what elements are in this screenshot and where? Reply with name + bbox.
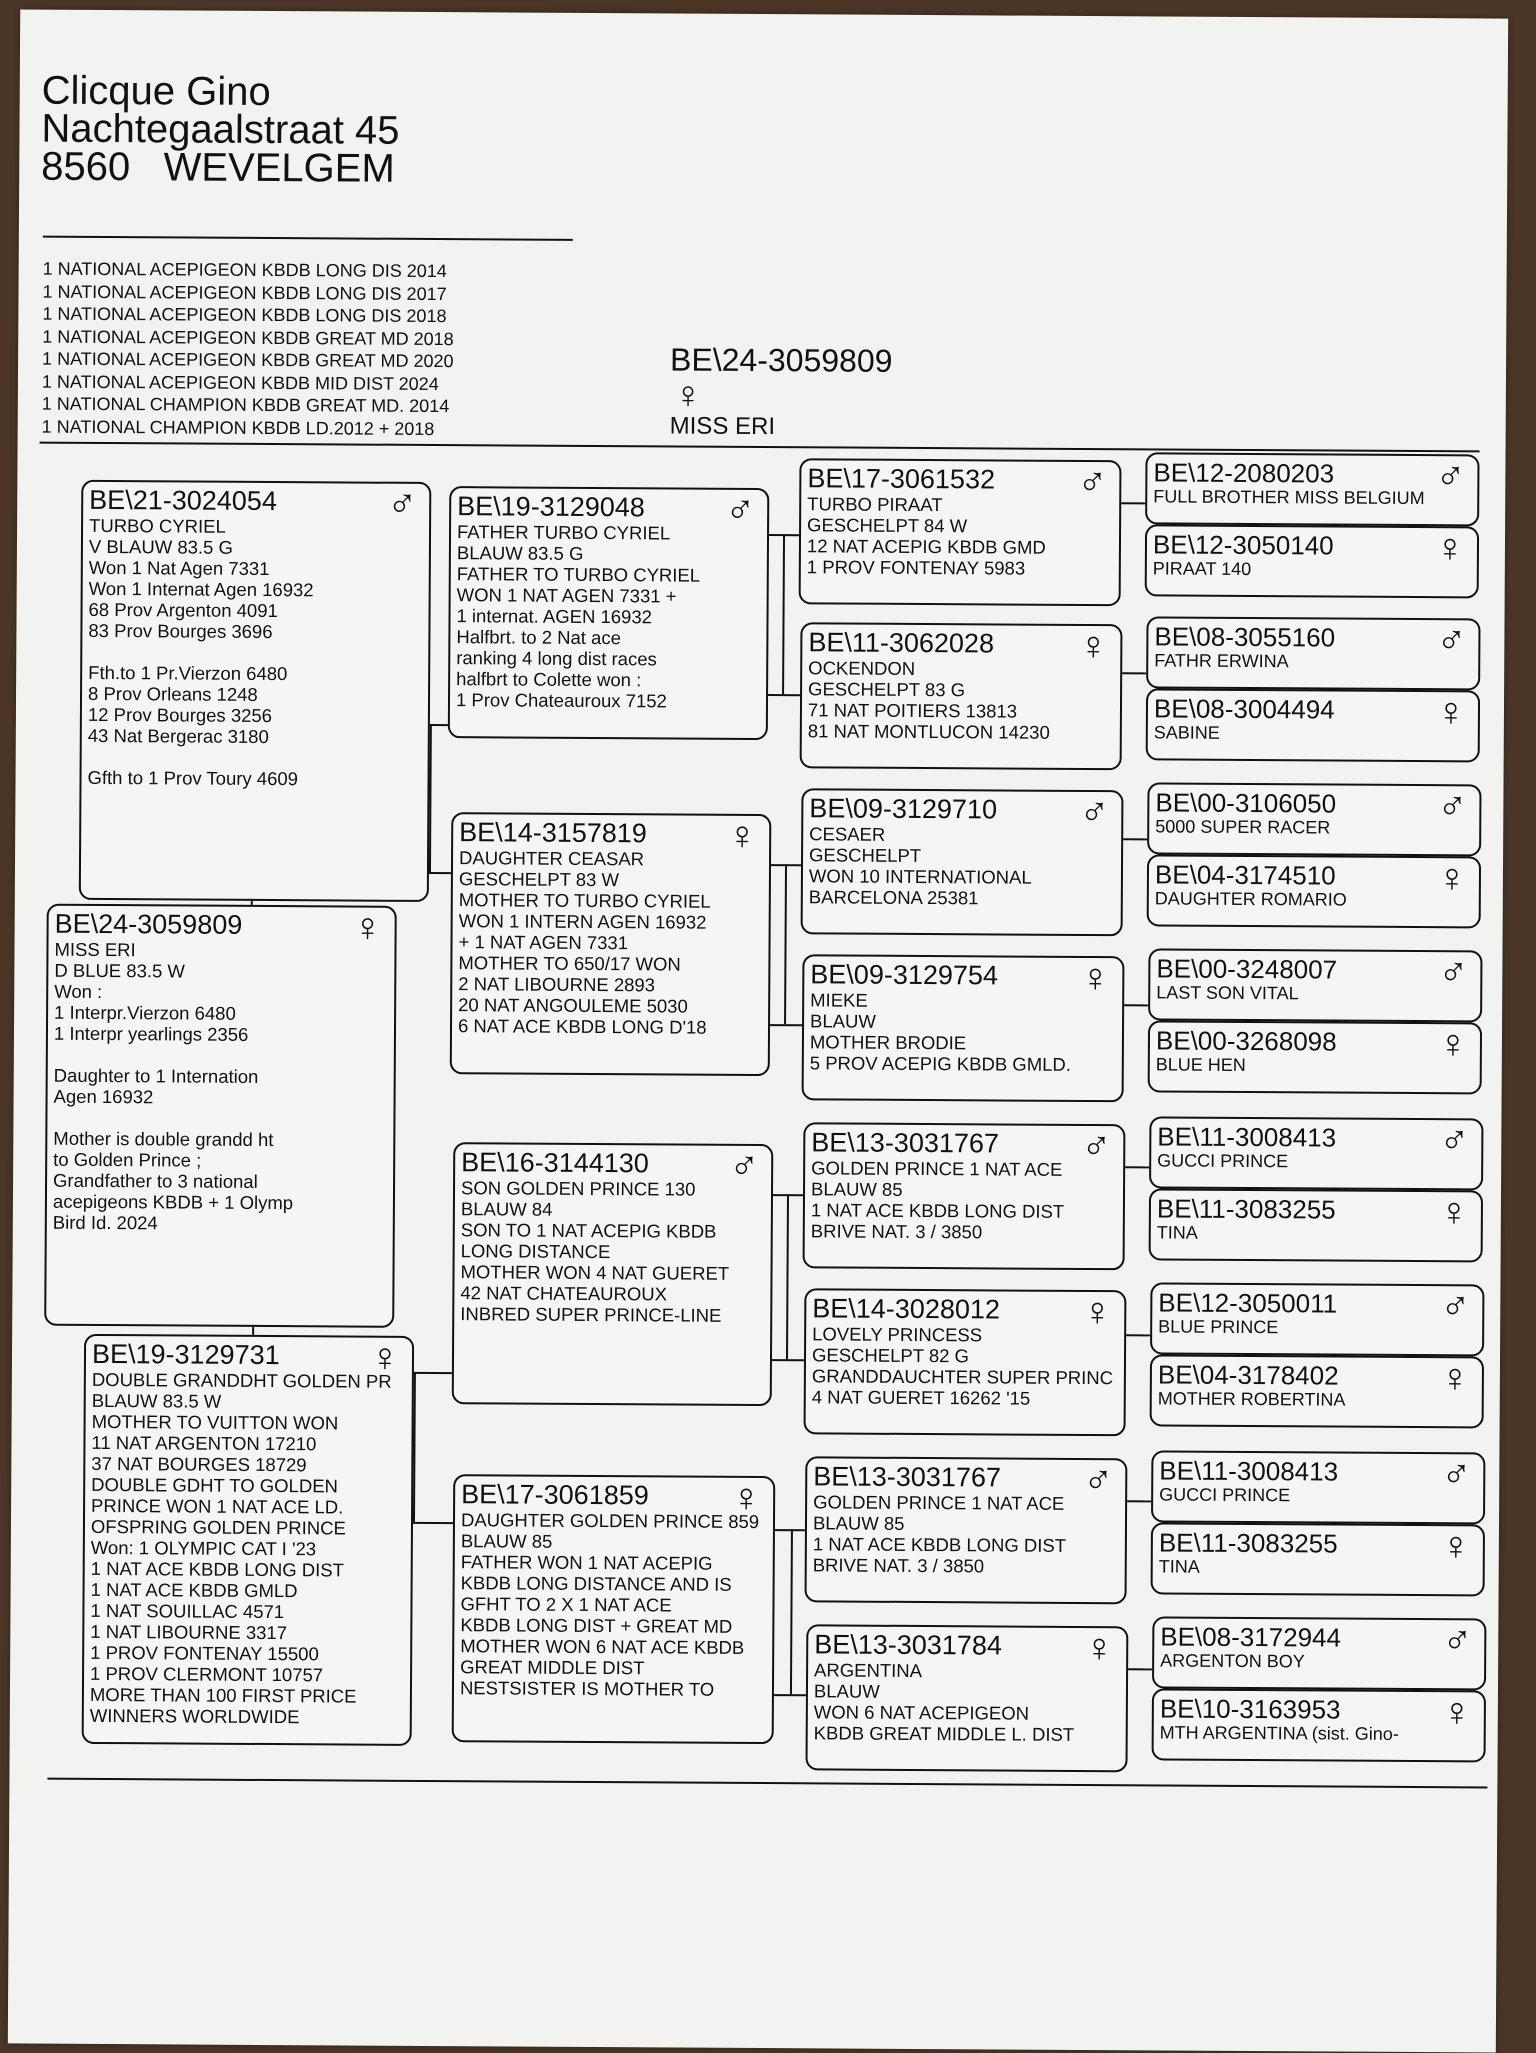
pedigree-note-line: + 1 NAT AGEN 7331	[458, 931, 629, 954]
connector-line	[1123, 838, 1147, 840]
female-icon: ♀	[369, 1335, 401, 1380]
connector-line	[1126, 1334, 1150, 1336]
subject-heading	[670, 341, 893, 441]
ring-number: BE\19-3129731	[91, 1338, 280, 1371]
pedigree-note-line: Grandfather to 3 national	[53, 1169, 258, 1192]
pedigree-note-line: to Golden Prince ;	[53, 1148, 202, 1171]
pedigree-note-line: BLAUW 84	[460, 1198, 553, 1220]
pedigree-note-line: 83 Prov Bourges 3696	[88, 619, 273, 643]
pedigree-note-line: 71 NAT POITIERS 13813	[807, 699, 1018, 722]
pedigree-note-line: FATHER TO TURBO CYRIEL	[456, 563, 701, 586]
pedigree-note-line: PIRAAT 140	[1152, 558, 1252, 580]
pedigree-note-line: 1 Interpr.Vierzon 6480	[54, 1001, 236, 1024]
pedigree-note-line: halfbrt to Colette won :	[456, 668, 642, 691]
pigeon-card-a9	[1149, 1116, 1483, 1190]
pigeon-card-dd	[452, 1474, 776, 1744]
pigeon-card-subject_box	[44, 904, 397, 1328]
pedigree-note-line: WON 1 INTERN AGEN 16932	[458, 910, 707, 933]
female-icon: ♀	[727, 813, 758, 858]
pedigree-note-line: GFHT TO 2 X 1 NAT ACE	[460, 1593, 672, 1616]
pedigree-note-line: Halfbrt. to 2 Nat ace	[456, 626, 621, 649]
ring-number: BE\24-3059809	[54, 908, 243, 940]
pedigree-note-line: Mother is double grandd ht	[53, 1127, 274, 1151]
achievement-line: 1 NATIONAL CHAMPION KBDB LD.2012 + 2018	[41, 416, 435, 439]
pedigree-note-line: 4 NAT GUERET 16262 '15	[811, 1386, 1031, 1409]
pedigree-note-line: TURBO PIRAAT	[807, 493, 943, 516]
pedigree-note-line: 12 Prov Bourges 3256	[87, 703, 273, 727]
pedigree-note-line: GOLDEN PRINCE 1 NAT ACE	[813, 1491, 1065, 1514]
pedigree-note-line: GREAT MIDDLE DIST	[460, 1656, 645, 1679]
pedigree-note-line: INBRED SUPER PRINCE-LINE	[460, 1303, 722, 1326]
ring-number: BE\11-3062028	[808, 627, 995, 659]
ring-number: BE\14-3028012	[812, 1293, 1001, 1325]
pigeon-card-a3	[1146, 616, 1480, 690]
header-divider	[43, 236, 573, 241]
pedigree-note-line: 1 NAT ACE KBDB LONG DIST	[90, 1557, 345, 1581]
section-divider	[40, 442, 1480, 453]
connector-line	[251, 901, 253, 905]
ring-number: BE\09-3129754	[810, 959, 999, 991]
pedigree-note-line: 1 Interpr yearlings 2356	[53, 1022, 249, 1045]
pedigree-note-line: 68 Prov Argenton 4091	[88, 598, 278, 622]
pedigree-note-line: ARGENTON BOY	[1160, 1650, 1305, 1672]
female-icon: ♀	[673, 374, 703, 417]
male-icon: ♂	[1439, 1118, 1470, 1163]
ring-number: BE\13-3031767	[811, 1127, 1000, 1159]
ring-number: BE\04-3174510	[1154, 859, 1336, 891]
pedigree-note-line: 1 NAT SOUILLAC 4571	[90, 1599, 285, 1623]
subject-ring-number: BE\24-3059809	[669, 341, 893, 379]
pedigree-note-line: GUCCI PRINCE	[1159, 1484, 1291, 1506]
ring-number: BE\11-3008413	[1157, 1121, 1337, 1153]
pedigree-note-line: BLAUW 85	[460, 1530, 553, 1552]
pedigree-note-line: 1 PROV FONTENAY 15500	[90, 1641, 319, 1665]
pigeon-card-ssd	[800, 622, 1123, 770]
pedigree-note-line: Daughter to 1 Internation	[53, 1064, 259, 1087]
pigeon-card-dss	[803, 1122, 1126, 1270]
pedigree-note-line: DOUBLE GDHT TO GOLDEN	[91, 1473, 339, 1497]
ring-number: BE\11-3008413	[1159, 1455, 1339, 1487]
pedigree-note-line: BLAUW 85	[812, 1512, 905, 1534]
pedigree-note-line: ranking 4 long dist races	[456, 647, 657, 670]
connector-line	[770, 1024, 802, 1026]
connector-line	[413, 1372, 416, 1522]
pigeon-card-ddd	[805, 1624, 1128, 1772]
pigeon-card-sd	[450, 812, 772, 1076]
male-icon: ♂	[1081, 1123, 1112, 1169]
female-icon: ♀	[1078, 623, 1109, 669]
ring-number: BE\00-3248007	[1156, 953, 1338, 985]
ring-number: BE\17-3061859	[461, 1479, 649, 1511]
pedigree-note-line: Won 1 Nat Agen 7331	[88, 556, 270, 580]
male-icon: ♂	[1440, 1284, 1471, 1329]
pedigree-note-line: SON TO 1 NAT ACEPIG KBDB	[460, 1219, 717, 1242]
pedigree-note-line: GESCHELPT 84 W	[807, 514, 968, 537]
pigeon-card-a8	[1148, 1020, 1482, 1094]
connector-line	[784, 864, 787, 1024]
pedigree-note-line: MOTHER TO 650/17 WON	[458, 952, 681, 975]
pedigree-note-line: MOTHER WON 6 NAT ACE KBDB	[460, 1635, 745, 1658]
pedigree-note-line: WON 1 NAT AGEN 7331 +	[456, 584, 677, 607]
achievements-list	[42, 258, 455, 441]
pedigree-note-line: TINA	[1156, 1222, 1198, 1243]
connector-line	[768, 694, 800, 696]
pedigree-note-line: SON GOLDEN PRINCE 130	[460, 1177, 696, 1200]
pedigree-note-line: 1 NAT ACE KBDB LONG DIST	[810, 1199, 1065, 1222]
pigeon-card-dam	[82, 1334, 414, 1746]
pigeon-card-a10	[1149, 1188, 1483, 1262]
pedigree-note-line: 42 NAT CHATEAUROUX	[460, 1282, 668, 1305]
pedigree-note-line: BLAUW 83.5 W	[91, 1389, 222, 1412]
male-icon: ♂	[387, 481, 418, 526]
ring-number: BE\17-3061532	[807, 463, 996, 495]
pedigree-sheet	[8, 9, 1508, 2052]
ring-number: BE\16-3144130	[461, 1147, 649, 1179]
pigeon-card-ds	[452, 1142, 774, 1406]
pedigree-note-line: KBDB LONG DIST + GREAT MD	[460, 1614, 733, 1637]
pedigree-note-line: GESCHELPT 83 W	[458, 868, 620, 891]
pigeon-card-sdd	[802, 954, 1125, 1102]
ring-number: BE\10-3163953	[1159, 1693, 1341, 1725]
male-icon: ♂	[1077, 459, 1108, 505]
male-icon: ♂	[1079, 789, 1110, 835]
connector-line	[790, 1529, 793, 1694]
pedigree-note-line: ARGENTINA	[814, 1659, 923, 1682]
pedigree-note-line: V BLAUW 83.5 G	[88, 535, 233, 558]
pedigree-note-line: NESTSISTER IS MOTHER TO	[459, 1677, 715, 1700]
pedigree-note-line: 43 Nat Bergerac 3180	[87, 724, 269, 748]
pedigree-note-line: FATHR ERWINA	[1154, 650, 1289, 672]
connector-line	[1128, 1668, 1152, 1670]
male-icon: ♂	[1442, 1618, 1473, 1663]
pedigree-note-line: BLUE HEN	[1155, 1054, 1246, 1075]
pedigree-note-line: 1 NAT ACE KBDB LONG DIST	[812, 1533, 1067, 1556]
owner-address	[41, 68, 400, 191]
connector-line	[1124, 1004, 1148, 1006]
pedigree-note-line	[88, 746, 422, 769]
pigeon-card-a11	[1150, 1282, 1484, 1356]
pedigree-note-line: Won 1 Internat Agen 16932	[88, 577, 314, 601]
pedigree-note-line: D BLUE 83.5 W	[54, 959, 185, 982]
ring-number: BE\08-3004494	[1153, 693, 1335, 725]
pedigree-note-line: 1 Prov Chateauroux 7152	[455, 689, 667, 712]
pedigree-note-line	[53, 1107, 387, 1130]
achievement-line: 1 NATIONAL ACEPIGEON KBDB MID DIST 2024	[41, 371, 439, 394]
pedigree-note-line: BLAUW 83.5 G	[456, 542, 584, 564]
owner-street: Nachtegaalstraat 45	[41, 106, 400, 153]
connector-line	[786, 1194, 789, 1359]
pedigree-note-line: BRIVE NAT. 3 / 3850	[812, 1554, 985, 1577]
pigeon-card-ss	[448, 486, 770, 740]
pedigree-note-line: LONG DISTANCE	[460, 1240, 611, 1263]
pedigree-note-line: MISS ERI	[54, 938, 136, 961]
connector-line	[782, 534, 785, 694]
pigeon-card-a6	[1147, 854, 1481, 928]
connector-line	[1121, 502, 1145, 504]
pedigree-note-line: 6 NAT ACE KBDB LONG D'18	[457, 1015, 707, 1038]
achievement-line: 1 NATIONAL ACEPIGEON KBDB GREAT MD 2020	[42, 348, 454, 372]
pedigree-note-line: 1 PROV FONTENAY 5983	[806, 556, 1026, 579]
pedigree-note-line: 1 internat. AGEN 16932	[456, 605, 652, 628]
female-icon: ♀	[1437, 1022, 1469, 1067]
pedigree-note-line: GESCHELPT 82 G	[811, 1344, 970, 1367]
pedigree-note-line: LOVELY PRINCESS	[812, 1323, 983, 1346]
pedigree-note-line: Bird Id. 2024	[52, 1211, 158, 1234]
male-icon: ♂	[1435, 454, 1466, 499]
pedigree-note-line: BARCELONA 25381	[808, 886, 979, 909]
pedigree-note-line: 11 NAT ARGENTON 17210	[91, 1431, 317, 1455]
male-icon: ♂	[725, 487, 756, 532]
pedigree-note-line: DAUGHTER ROMARIO	[1154, 888, 1347, 910]
male-icon: ♂	[1441, 1452, 1472, 1497]
pigeon-card-dds	[805, 1456, 1128, 1604]
pedigree-note-line: DAUGHTER CEASAR	[458, 847, 645, 870]
pedigree-note-line: OFSPRING GOLDEN PRINCE	[90, 1515, 346, 1539]
connector-line	[775, 1529, 805, 1531]
pedigree-note-line: MTH ARGENTINA (sist. Gino-	[1159, 1722, 1399, 1744]
ring-number: BE\08-3172944	[1160, 1621, 1342, 1653]
pedigree-note-line: FATHER TURBO CYRIEL	[456, 521, 671, 544]
pigeon-card-sire	[79, 480, 432, 902]
pedigree-note-line: OCKENDON	[808, 657, 916, 679]
pedigree-note-line: CESAER	[809, 823, 886, 845]
pedigree-note-line: 5 PROV ACEPIG KBDB GMLD.	[809, 1052, 1072, 1075]
pedigree-note-line: GESCHELPT 83 G	[808, 678, 966, 701]
connector-line	[1125, 1166, 1149, 1168]
female-icon: ♀	[352, 905, 383, 950]
pedigree-note-line: PRINCE WON 1 NAT ACE LD.	[91, 1494, 344, 1518]
achievement-line: 1 NATIONAL ACEPIGEON KBDB GREAT MD 2018	[42, 326, 454, 349]
achievement-line: 1 NATIONAL ACEPIGEON KBDB LONG DIS 2014	[42, 258, 447, 282]
achievement-line: 1 NATIONAL ACEPIGEON KBDB LONG DIS 2018	[42, 303, 447, 327]
pedigree-note-line: GESCHELPT	[809, 844, 922, 866]
pedigree-note-line: KBDB LONG DISTANCE AND IS	[460, 1572, 732, 1595]
pedigree-note-line: MOTHER BRODIE	[809, 1031, 967, 1054]
pedigree-note-line: 1 PROV CLERMONT 10757	[89, 1662, 324, 1686]
pigeon-card-a13	[1151, 1450, 1485, 1524]
ring-number: BE\12-3050140	[1152, 529, 1334, 561]
pedigree-note-line: FATHER WON 1 NAT ACEPIG	[460, 1551, 713, 1574]
connector-line	[774, 1694, 806, 1696]
pedigree-note-line: BLAUW 85	[810, 1178, 903, 1200]
pigeon-card-a4	[1146, 688, 1480, 762]
ring-number: BE\14-3157819	[459, 817, 647, 849]
pedigree-note-line: DAUGHTER GOLDEN PRINCE 859	[460, 1509, 760, 1533]
connector-line	[430, 724, 448, 726]
female-icon: ♀	[1438, 1190, 1470, 1235]
pigeon-card-a1	[1145, 452, 1479, 526]
ring-number: BE\12-3050011	[1158, 1287, 1338, 1319]
female-icon: ♀	[1080, 955, 1111, 1001]
female-icon: ♀	[1082, 1289, 1113, 1335]
ring-number: BE\04-3178402	[1157, 1359, 1339, 1391]
achievement-line: 1 NATIONAL CHAMPION KBDB GREAT MD. 2014	[41, 393, 450, 417]
connector-line	[252, 1327, 254, 1335]
pedigree-note-line: MORE THAN 100 FIRST PRICE	[89, 1683, 357, 1707]
pigeon-card-a2	[1145, 524, 1479, 598]
ring-number: BE\11-3083255	[1156, 1193, 1336, 1225]
female-icon: ♀	[1434, 526, 1466, 571]
pedigree-note-line: acepigeons KBDB + 1 Olymp	[52, 1190, 294, 1214]
pedigree-note-line: KBDB GREAT MIDDLE L. DIST	[813, 1722, 1075, 1745]
ring-number: BE\19-3129048	[457, 491, 645, 523]
connector-line	[413, 1522, 453, 1524]
male-icon: ♂	[1438, 950, 1469, 995]
pigeon-card-dsd	[804, 1288, 1127, 1436]
pigeon-card-a14	[1151, 1522, 1485, 1596]
pigeon-card-sss	[799, 458, 1122, 606]
ring-number: BE\11-3083255	[1158, 1527, 1338, 1559]
pigeon-card-a12	[1150, 1354, 1484, 1428]
pedigree-note-line: 8 Prov Orleans 1248	[87, 682, 258, 705]
male-icon: ♂	[1083, 1457, 1114, 1503]
female-icon: ♀	[1084, 1626, 1115, 1671]
ring-number: BE\12-2080203	[1153, 457, 1335, 489]
connector-line	[429, 872, 451, 874]
pedigree-note-line: 12 NAT ACEPIG KBDB GMD	[806, 535, 1046, 558]
female-icon: ♀	[1435, 690, 1467, 735]
pedigree-note-line: WON 6 NAT ACEPIGEON	[813, 1701, 1030, 1724]
female-icon: ♀	[731, 1475, 762, 1521]
connector-line	[1122, 672, 1146, 674]
male-icon: ♂	[1436, 618, 1467, 663]
pedigree-note-line: LAST SON VITAL	[1156, 982, 1299, 1004]
ring-number: BE\09-3129710	[809, 793, 998, 825]
pedigree-note-line: Fth.to 1 Pr.Vierzon 6480	[88, 661, 288, 685]
owner-city: 8560 WEVELGEM	[41, 144, 395, 191]
pedigree-note-line: MOTHER ROBERTINA	[1157, 1388, 1346, 1410]
ring-number: BE\00-3106050	[1155, 787, 1337, 819]
ring-number: BE\00-3268098	[1155, 1025, 1337, 1057]
pedigree-note-line: 20 NAT ANGOULEME 5030	[458, 994, 688, 1017]
pedigree-note-line: GUCCI PRINCE	[1157, 1150, 1289, 1172]
pedigree-note-line: TURBO CYRIEL	[89, 514, 226, 537]
female-icon: ♀	[1441, 1690, 1472, 1735]
pedigree-note-line: BLAUW	[809, 1010, 876, 1032]
pedigree-note-line: 1 NAT LIBOURNE 3317	[90, 1620, 288, 1644]
pedigree-note-line: BLUE PRINCE	[1158, 1316, 1279, 1338]
pedigree-note-line: Won: 1 OLYMPIC CAT I '23	[90, 1536, 317, 1560]
pedigree-note-line: 5000 SUPER RACER	[1155, 816, 1331, 838]
pigeon-card-a7	[1148, 948, 1482, 1022]
male-icon: ♂	[1437, 784, 1468, 829]
pedigree-note-line: TINA	[1158, 1556, 1200, 1577]
pedigree-note-line: GOLDEN PRINCE 1 NAT ACE	[811, 1157, 1063, 1180]
subject-name: MISS ERI	[669, 412, 776, 441]
connector-line	[772, 1359, 804, 1361]
pedigree-note-line: MIEKE	[810, 989, 868, 1011]
pedigree-note-line: MOTHER TO VUITTON WON	[91, 1410, 339, 1434]
pedigree-note-line: GRANDDAUCHTER SUPER PRINC	[811, 1365, 1114, 1389]
pedigree-note-line: Won :	[54, 980, 103, 1002]
pedigree-note-line: 81 NAT MONTLUCON 14230	[807, 720, 1050, 743]
female-icon: ♀	[1436, 856, 1468, 901]
ring-number: BE\08-3055160	[1154, 621, 1336, 653]
pedigree-note-line: BLAUW	[813, 1680, 880, 1702]
pedigree-note-line: SABINE	[1153, 722, 1220, 743]
pedigree-note-line: MOTHER WON 4 NAT GUERET	[460, 1261, 730, 1284]
ring-number: BE\13-3031767	[813, 1461, 1002, 1493]
ring-number: BE\13-3031784	[814, 1629, 1002, 1661]
pedigree-note-line: 37 NAT BOURGES 18729	[91, 1452, 307, 1476]
pedigree-note-line: WINNERS WORLDWIDE	[89, 1704, 300, 1728]
pedigree-note-line	[54, 1044, 388, 1067]
connector-line	[429, 724, 432, 872]
pedigree-note-line: BRIVE NAT. 3 / 3850	[810, 1220, 983, 1243]
pigeon-card-a15	[1152, 1616, 1486, 1690]
owner-name: Clicque Gino	[41, 68, 271, 115]
female-icon: ♀	[1440, 1524, 1471, 1569]
male-icon: ♂	[729, 1143, 760, 1189]
pedigree-note-line: Gfth to 1 Prov Toury 4609	[87, 766, 299, 790]
achievement-line: 1 NATIONAL ACEPIGEON KBDB LONG DIS 2017	[42, 281, 447, 304]
pigeon-card-a16	[1152, 1688, 1486, 1762]
pedigree-note-line: WON 10 INTERNATIONAL	[808, 865, 1032, 888]
pigeon-card-a5	[1147, 782, 1481, 856]
pedigree-note-line: DOUBLE GRANDDHT GOLDEN PR	[91, 1368, 392, 1392]
pedigree-note-line	[88, 641, 422, 664]
pedigree-note-line: FULL BROTHER MISS BELGIUM	[1153, 486, 1425, 509]
connector-line	[1127, 1500, 1151, 1502]
female-icon: ♀	[1439, 1356, 1471, 1401]
ring-number: BE\21-3024054	[89, 484, 277, 517]
pedigree-note-line: 1 NAT ACE KBDB GMLD	[90, 1578, 298, 1602]
pedigree-note-line: 2 NAT LIBOURNE 2893	[458, 973, 656, 996]
connector-line	[414, 1372, 452, 1374]
footer-divider	[47, 1778, 1487, 1789]
pedigree-note-line: Agen 16932	[53, 1085, 154, 1108]
pigeon-card-sds	[801, 788, 1124, 936]
pedigree-note-line: MOTHER TO TURBO CYRIEL	[458, 889, 711, 912]
